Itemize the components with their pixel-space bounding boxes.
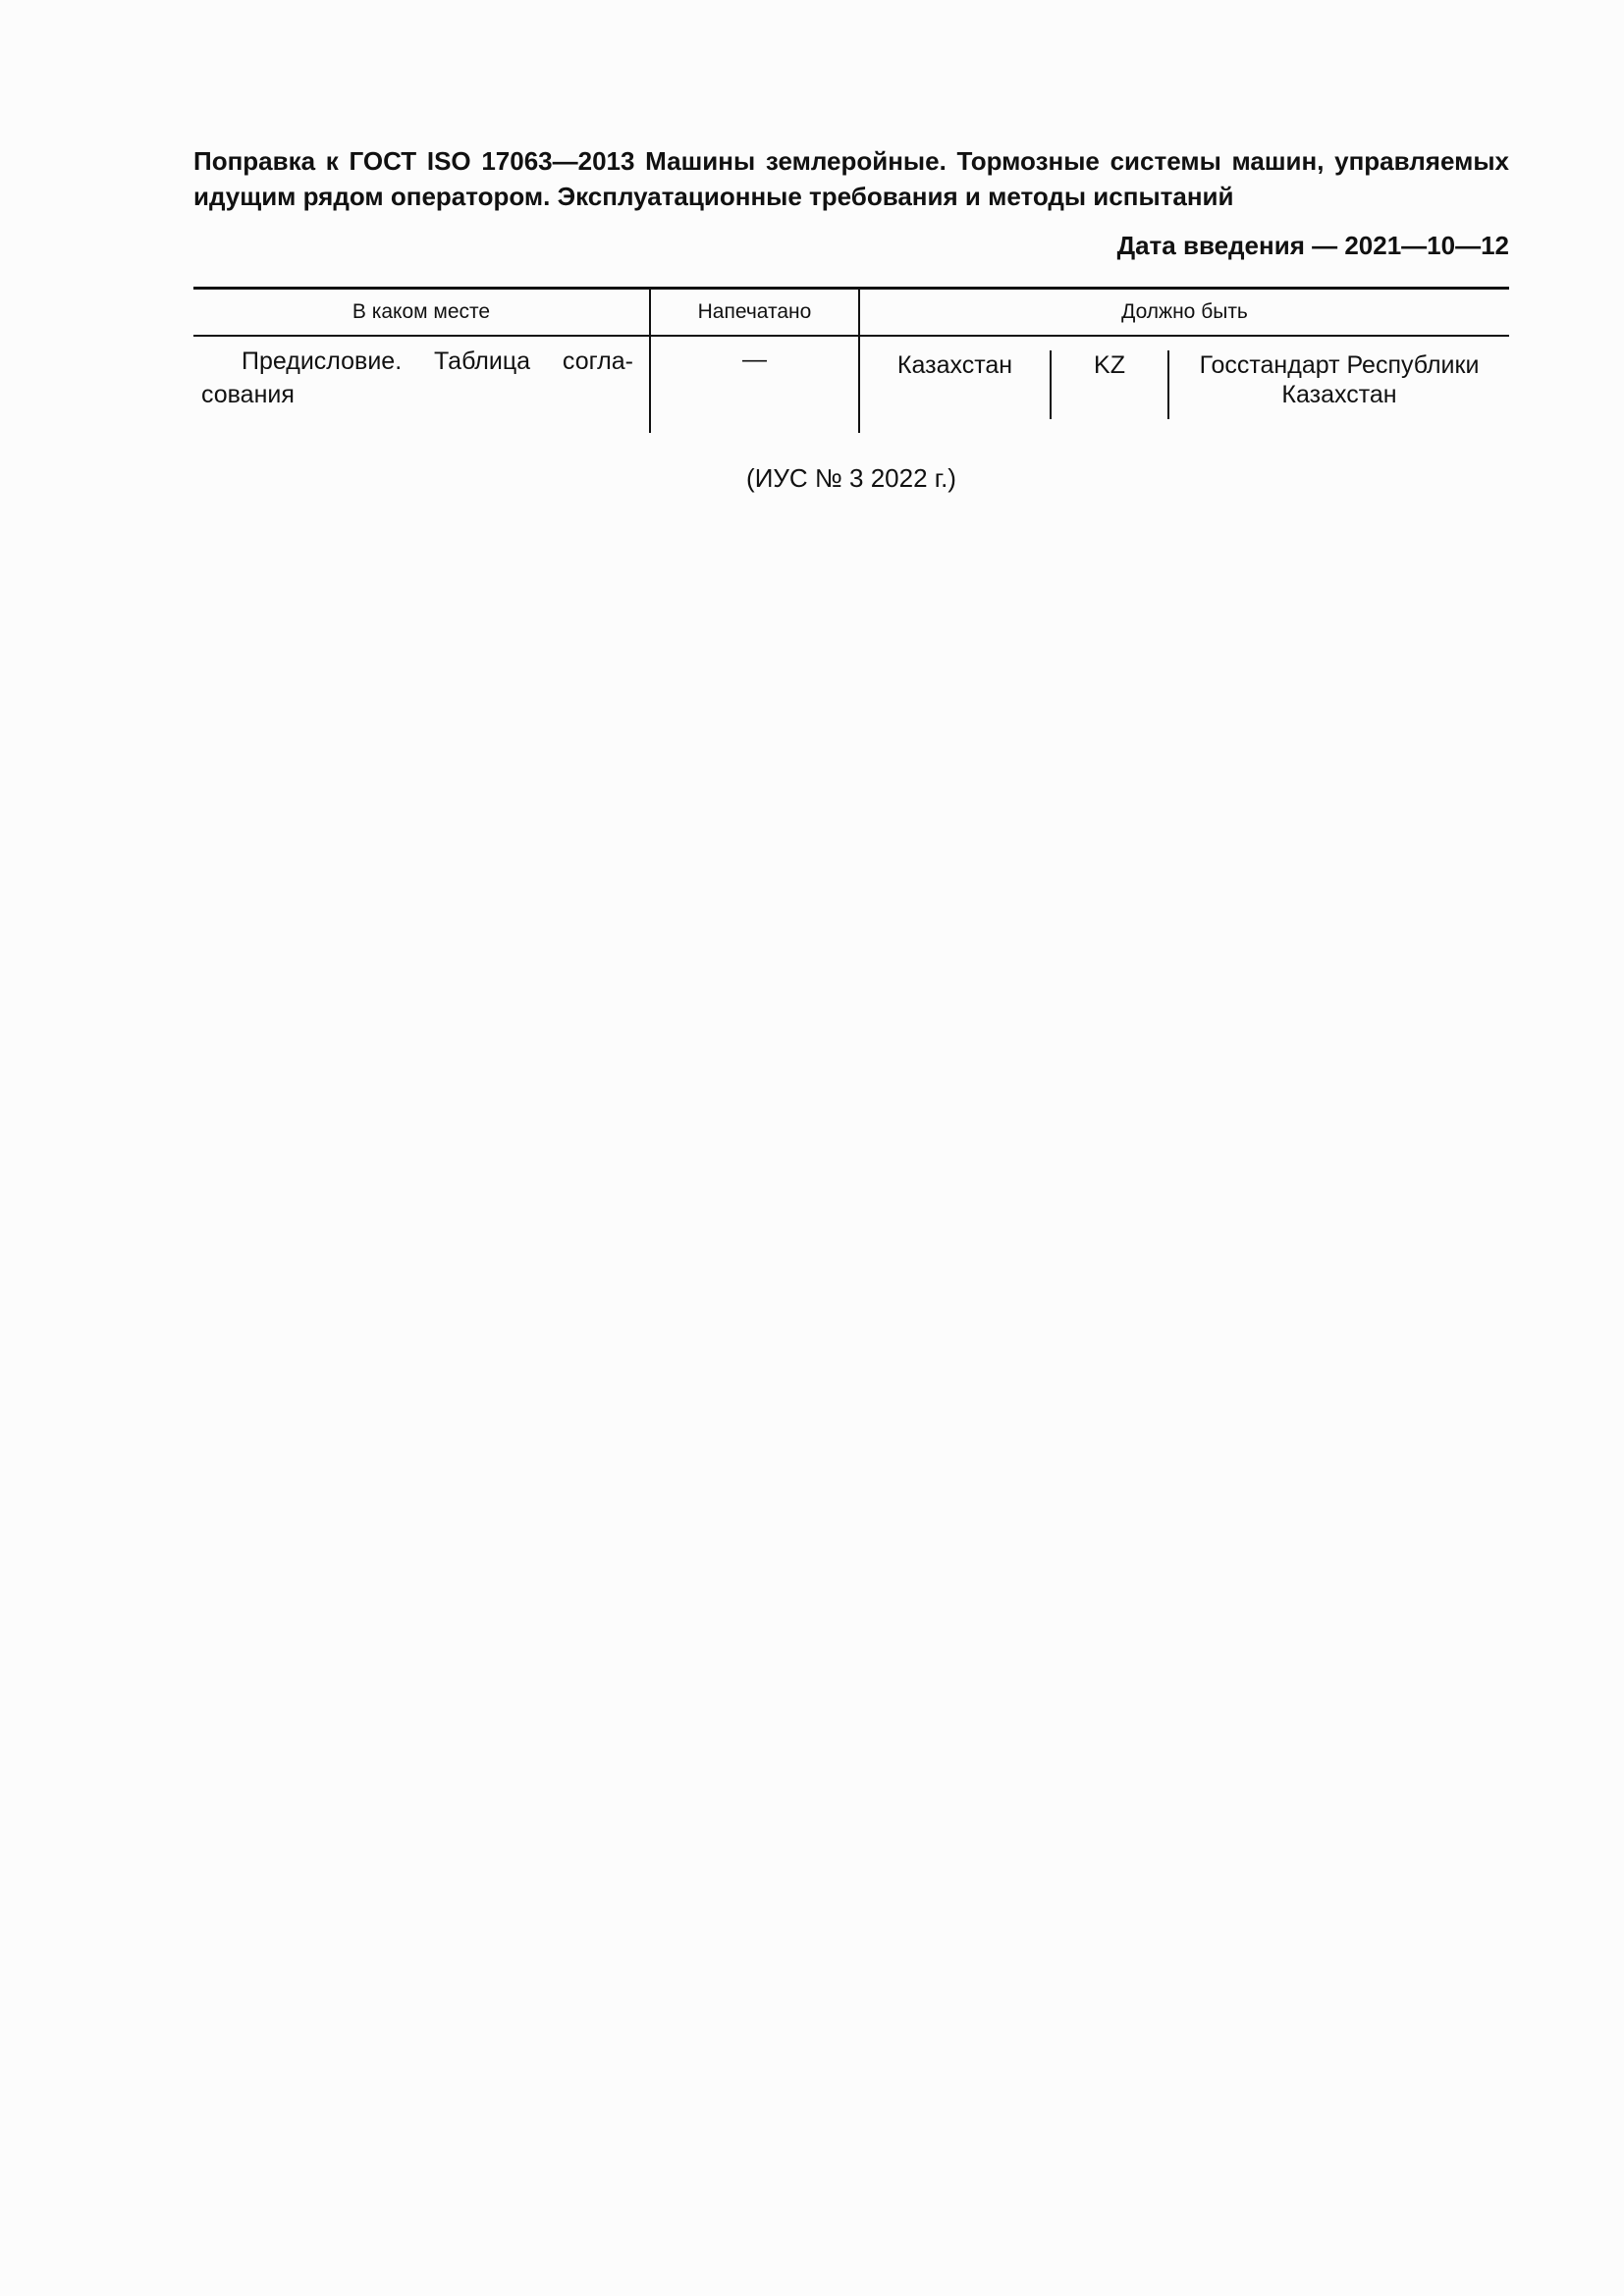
should-be-grid: [860, 350, 1509, 419]
source-reference: (ИУС № 3 2022 г.): [746, 463, 956, 493]
cell-should-be: [859, 336, 1509, 433]
cell-where: Предисловие. Таблица согласования: [201, 347, 633, 408]
column-header-printed: Напечатано: [650, 289, 859, 337]
table-row: [193, 336, 1509, 433]
table-header-row: [193, 289, 1509, 337]
should-be-standards-body: Госстандарт Республики Казахстан: [1167, 350, 1509, 419]
column-header-should-be: Должно быть: [859, 289, 1509, 337]
effective-date: Дата введения — 2021—10—12: [1116, 231, 1509, 260]
should-be-country: Казахстан: [896, 351, 1013, 379]
column-header-where: В каком месте: [193, 289, 650, 337]
should-be-code: KZ: [1050, 350, 1167, 419]
correction-table: [193, 287, 1509, 433]
document-page: [193, 143, 1509, 496]
document-title: Поправка к ГОСТ ISO 17063—2013 Машины землеройные. Тормозные системы машин, управляемых идущим рядом оператором. Эксплуатационные требования и методы испытаний: [193, 146, 1509, 211]
cell-printed: —: [650, 336, 859, 433]
